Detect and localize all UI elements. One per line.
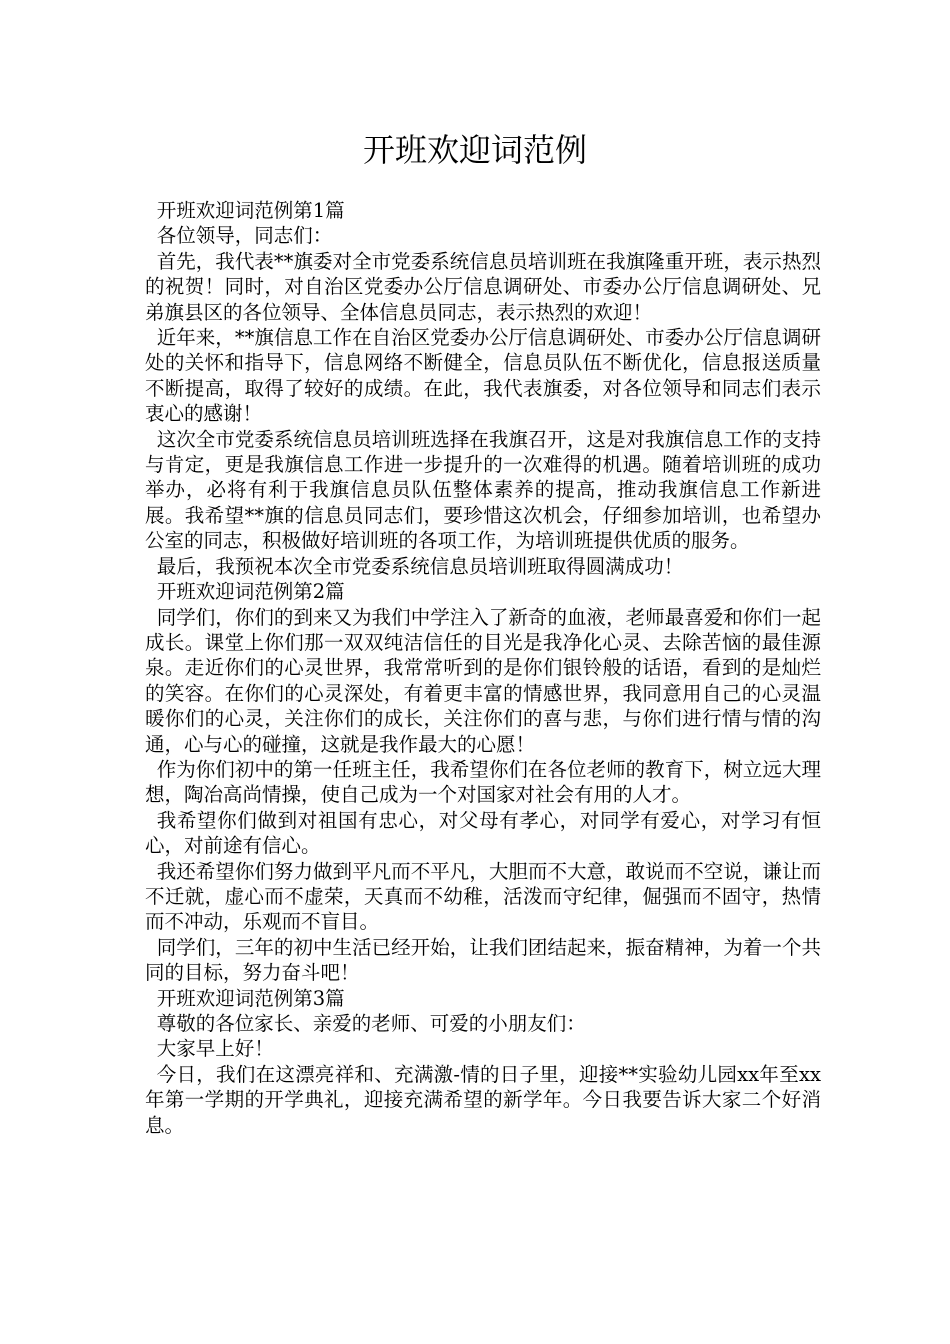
paragraph: 作为你们初中的第一任班主任，我希望你们在各位老师的教育下，树立远大理想，陶冶高尚情操，使自己成为一个对国家对社会有用的人才。 (145, 757, 821, 807)
paragraph: 我希望你们做到对祖国有忠心，对父母有孝心，对同学有爱心，对学习有恒心，对前途有信心。 (145, 808, 821, 858)
paragraph: 这次全市党委系统信息员培训班选择在我旗召开，这是对我旗信息工作的支持与肯定，更是我旗信息工作进一步提升的一次难得的机遇。随着培训班的成功举办，必将有利于我旗信息员队伍整体素养的提高，推动我旗信息工作新进展。我希望**旗的信息员同志们，要珍惜这次机会，仔细参加培训，也希望办公室的同志，积极做好培训班的各项工作，为培训班提供优质的服务。 (145, 427, 821, 553)
paragraph: 今日，我们在这漂亮祥和、充满激-情的日子里，迎接**实验幼儿园xx年至xx年第一学期的开学典礼，迎接充满希望的新学年。今日我要告诉大家二个好消息。 (145, 1062, 821, 1137)
paragraph: 我还希望你们努力做到平凡而不平凡，大胆而不大意，敢说而不空说，谦让而不迁就，虚心而不虚荣，天真而不幼稚，活泼而守纪律，倔强而不固守，热情而不冲动，乐观而不盲目。 (145, 859, 821, 934)
greeting: 大家早上好！ (156, 1037, 274, 1061)
salutation-1: 各位领导，同志们： (156, 224, 333, 248)
paragraph: 同学们，你们的到来又为我们中学注入了新奇的血液，老师最喜爱和你们一起成长。课堂上你们那一双双纯洁信任的目光是我净化心灵、去除苦恼的最佳源泉。走近你们的心灵世界，我常常听到的是你们银铃般的话语，看到的是灿烂的笑容。在你们的心灵深处，有着更丰富的情感世界，我同意用自己的心灵温暖你们的心灵，关注你们的成长，关注你们的喜与悲，与你们进行情与情的沟通，心与心的碰撞，这就是我作最大的心愿！ (145, 605, 821, 756)
paragraph: 最后，我预祝本次全市党委系统信息员培训班取得圆满成功！ (156, 554, 684, 578)
document-body (145, 198, 821, 1138)
section-heading-3: 开班欢迎词范例第3篇 (156, 986, 345, 1010)
paragraph: 首先，我代表**旗委对全市党委系统信息员培训班在我旗隆重开班，表示热烈的祝贺！同时，对自治区党委办公厅信息调研处、市委办公厅信息调研处、兄弟旗县区的各位领导、全体信息员同志，表示热烈的欢迎！ (145, 249, 821, 324)
document-title: 开班欢迎词范例 (362, 131, 587, 169)
salutation-3: 尊敬的各位家长、亲爱的老师、可爱的小朋友们： (156, 1012, 586, 1035)
paragraph: 同学们，三年的初中生活已经开始，让我们团结起来，振奋精神，为着一个共同的目标，努力奋斗吧！ (145, 935, 821, 985)
paragraph: 近年来，**旗信息工作在自治区党委办公厅信息调研处、市委办公厅信息调研处的关怀和指导下，信息网络不断健全，信息员队伍不断优化，信息报送质量不断提高，取得了较好的成绩。在此，我代表旗委，对各位领导和同志们表示衷心的感谢！ (145, 326, 821, 426)
section-heading-2: 开班欢迎词范例第2篇 (156, 580, 345, 604)
section-heading-1: 开班欢迎词范例第1篇 (156, 199, 345, 222)
